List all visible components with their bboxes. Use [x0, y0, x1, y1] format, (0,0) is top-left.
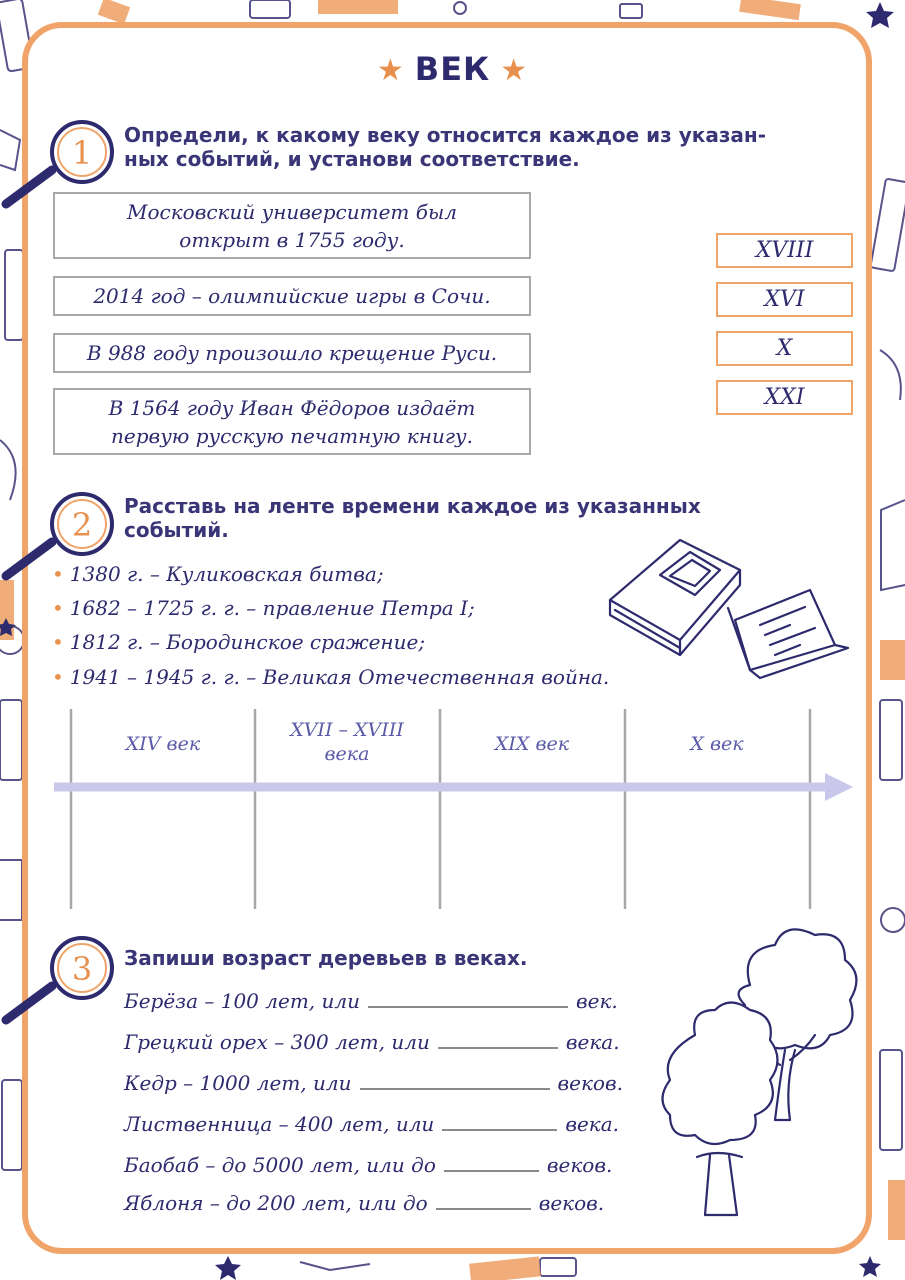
century-box-4[interactable]: XXI [716, 380, 853, 415]
answer-blank-3[interactable] [360, 1070, 550, 1090]
century-box-2[interactable]: XVI [716, 282, 853, 317]
event-2-line1: 2014 год – олимпийские игры в Сочи. [93, 284, 491, 308]
bullet-icon: • [52, 596, 64, 620]
event-3-line1: В 988 году произошло крещение Руси. [86, 341, 498, 365]
tree-row-unit: веков. [546, 1153, 613, 1177]
timeline-label-text: XVII – XVIII [290, 719, 404, 741]
timeline-label-4 [625, 732, 809, 756]
timeline-label-1 [71, 732, 255, 756]
star-icon: ★ [500, 53, 529, 88]
event-list-text: 1682 – 1725 г. г. – правление Петра I; [69, 596, 475, 620]
event-4-line1: В 1564 году Иван Фёдоров издаёт [108, 395, 476, 420]
task-number-3: 3 [71, 950, 93, 988]
task3-heading: Запиши возраст деревьев в веках. [124, 946, 528, 970]
century-box-3[interactable]: X [716, 331, 853, 366]
task1-heading [124, 123, 844, 171]
tree-row-unit: веков. [538, 1191, 605, 1215]
page-title [0, 50, 905, 88]
tree-row-text: Грецкий орех – 300 лет, или [124, 1030, 430, 1054]
tree-row-5 [124, 1152, 612, 1178]
tree-row-text: Кедр – 1000 лет, или [124, 1071, 352, 1095]
task-number-2: 2 [71, 506, 93, 544]
answer-blank-5[interactable] [444, 1152, 539, 1172]
tree-row-unit: века. [565, 1030, 620, 1054]
bullet-icon: • [52, 630, 64, 654]
answer-blank-4[interactable] [442, 1111, 557, 1131]
tree-row-text: Берёза – 100 лет, или [124, 989, 360, 1013]
tree-row-3 [124, 1070, 623, 1096]
task-number-1: 1 [71, 134, 93, 172]
event-list-text: 1941 – 1945 г. г. – Великая Отечественная война. [69, 665, 610, 689]
tree-row-1 [124, 988, 618, 1014]
task2-heading-line1: Расставь на ленте времени каждое из указанных [124, 494, 701, 518]
event-1-line1: Московский университет был [127, 199, 457, 224]
bullet-icon: • [52, 562, 64, 586]
event-list-item [52, 595, 475, 621]
books-illustration [600, 530, 860, 690]
event-box-2[interactable] [53, 276, 531, 316]
tree-row-text: Лиственница – 400 лет, или [124, 1112, 435, 1136]
magnifier-number-badge-3 [0, 928, 124, 1028]
answer-blank-2[interactable] [438, 1029, 558, 1049]
timeline-label-text: XIV век [125, 733, 201, 755]
tree-row-unit: века. [565, 1112, 620, 1136]
event-box-3[interactable] [53, 333, 531, 373]
event-list-item [52, 561, 384, 587]
timeline-label-3 [440, 732, 624, 756]
task2-heading-line2: событий. [124, 518, 229, 542]
timeline-label-text: XIX век [494, 733, 570, 755]
timeline-label-text: X век [690, 733, 744, 755]
event-4-line2: первую русскую печатную книгу. [111, 423, 473, 448]
task1-heading-line1: Определи, к какому веку относится каждое из указан- [124, 123, 767, 147]
trees-illustration [655, 925, 860, 1225]
century-box-1[interactable]: XVIII [716, 233, 853, 268]
star-icon: ★ [376, 53, 405, 88]
event-list-item [52, 664, 609, 690]
bullet-icon: • [52, 665, 64, 689]
tree-row-4 [124, 1111, 619, 1137]
event-box-1[interactable] [53, 192, 531, 259]
task1-heading-line2: ных событий, и установи соответствие. [124, 147, 580, 171]
tree-row-unit: веков. [557, 1071, 623, 1095]
tree-row-unit: век. [576, 989, 618, 1013]
tree-row-2 [124, 1029, 620, 1055]
event-list-item [52, 629, 425, 655]
tree-row-text: Баобаб – до 5000 лет, или до [124, 1153, 436, 1177]
tree-row-text: Яблоня – до 200 лет, или до [124, 1191, 428, 1215]
title-text: ВЕК [414, 50, 491, 88]
event-list-text: 1812 г. – Бородинское сражение; [69, 630, 426, 654]
tree-row-6 [124, 1190, 604, 1216]
event-1-line2: открыт в 1755 году. [179, 227, 405, 252]
answer-blank-1[interactable] [368, 988, 568, 1008]
event-box-4[interactable] [53, 388, 531, 455]
event-list-text: 1380 г. – Куликовская битва; [69, 562, 384, 586]
timeline-label-2 [255, 718, 439, 766]
timeline-label-text: века [324, 743, 370, 765]
answer-blank-6[interactable] [436, 1190, 531, 1210]
